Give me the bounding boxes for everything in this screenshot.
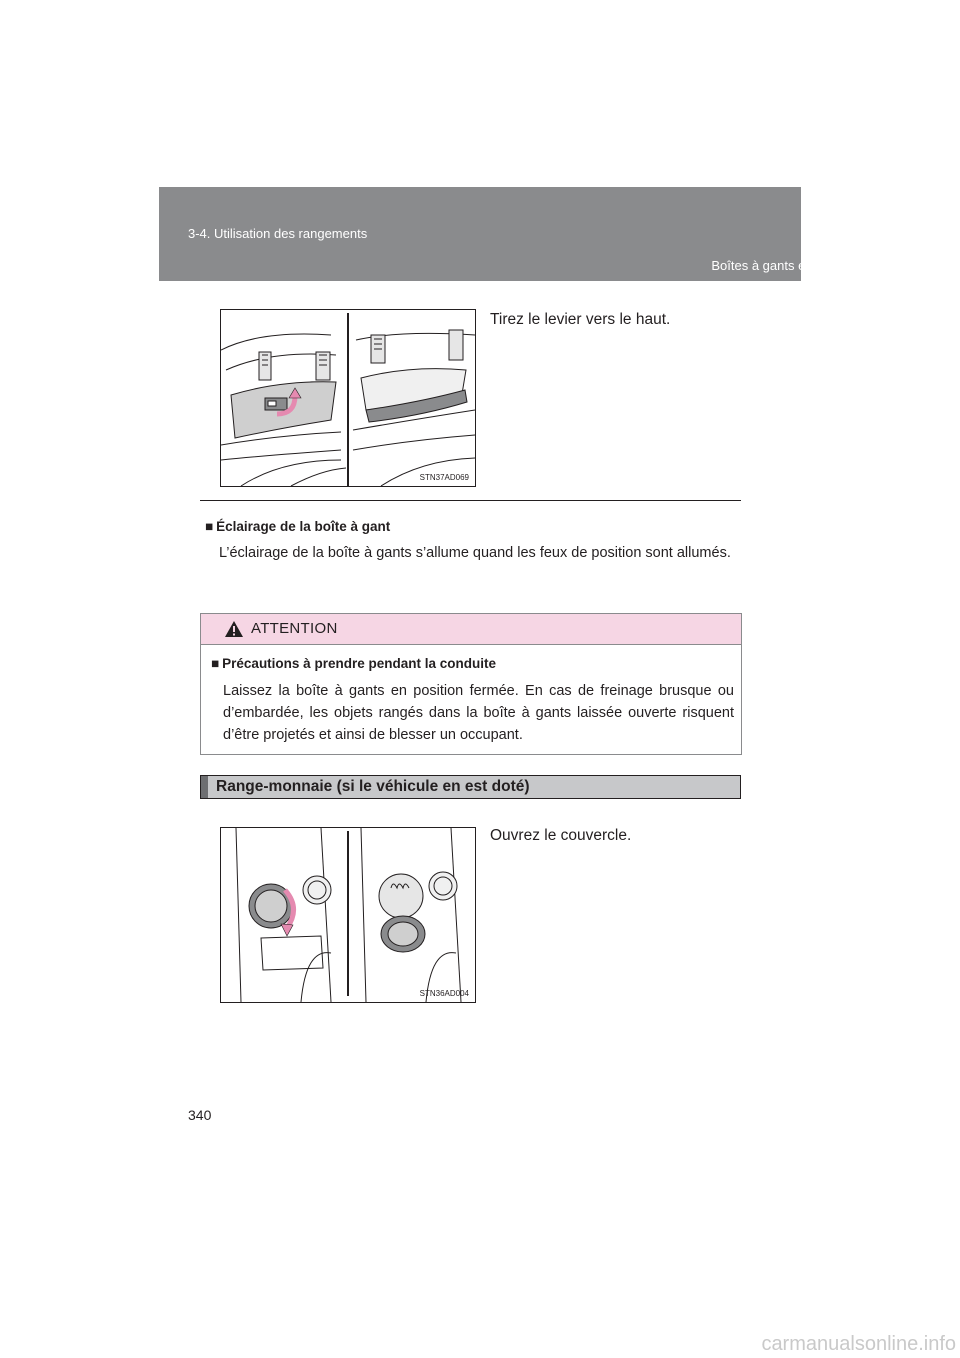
warning-triangle-icon — [224, 620, 244, 638]
lighting-body: L’éclairage de la boîte à gants s’allume quand les feux de position sont allumés. — [219, 545, 731, 561]
figure-code: STN37AD069 — [419, 473, 469, 482]
instruction-pull-lever: Tirez le levier vers le haut. — [490, 311, 671, 328]
coin-holder-illustration — [220, 827, 476, 1003]
lighting-subhead: ■ Éclairage de la boîte à gant — [205, 519, 391, 534]
attention-box — [200, 613, 742, 755]
attention-header — [201, 614, 741, 645]
bullet-square-icon: ■ — [211, 656, 220, 671]
header-subsection-title: Boîtes à gants et range-monnaie — [711, 258, 900, 273]
divider-rule — [200, 500, 741, 501]
glove-box-drawing — [221, 310, 475, 486]
attention-body: Laissez la boîte à gants en position fermée. En cas de freinage brusque ou d’embardée, les objets rangés dans la boîte à gants laissée ouverte risquent d’être projetés et ainsi de blesser un occupant. — [223, 683, 734, 743]
section-heading-bar — [200, 775, 741, 799]
section-title: Range-monnaie (si le véhicule en est doté) — [216, 778, 530, 795]
glove-box-illustration — [220, 309, 476, 487]
bullet-square-icon: ■ — [205, 519, 214, 534]
header-section-title: 3-4. Utilisation des rangements — [188, 226, 368, 241]
attention-subhead: ■ Précautions à prendre pendant la conduite — [211, 656, 496, 671]
watermark: carmanualsonline.info — [761, 1333, 956, 1355]
attention-title: ATTENTION — [251, 620, 338, 637]
instruction-open-cover: Ouvrez le couvercle. — [490, 827, 632, 844]
section-accent — [201, 776, 208, 798]
coin-holder-drawing — [221, 828, 475, 1002]
figure-code: STN36AD004 — [419, 989, 469, 998]
page-number: 340 — [188, 1107, 212, 1123]
